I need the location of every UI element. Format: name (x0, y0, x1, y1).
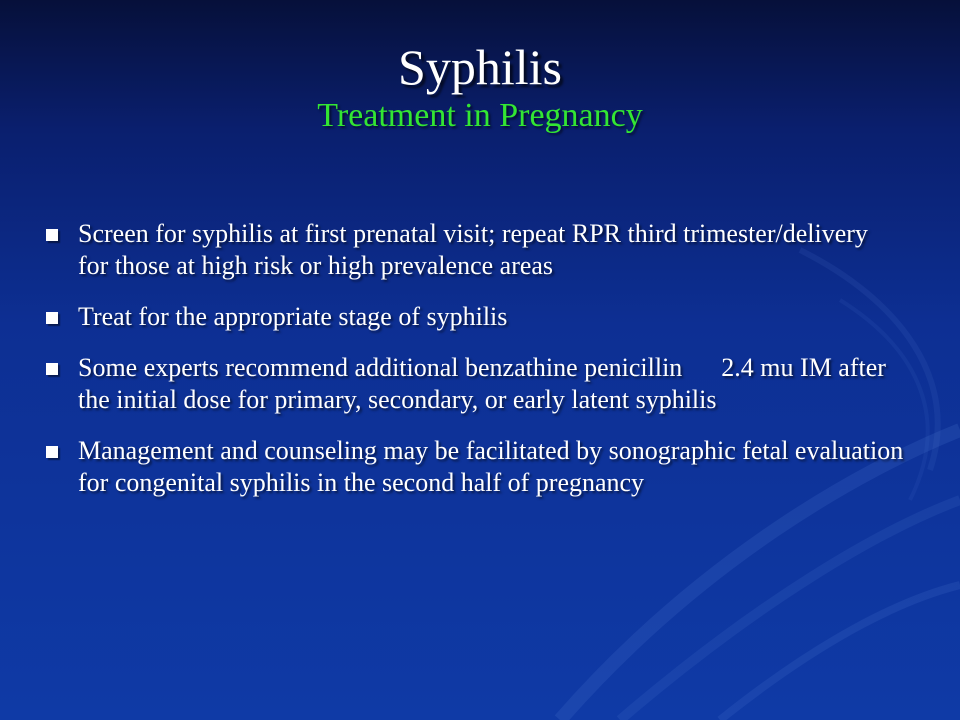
bullet-list (44, 218, 910, 518)
square-bullet-icon (46, 312, 58, 324)
bullet-item-additional-penicillin (44, 352, 904, 416)
bullet-item-sonographic-evaluation (44, 435, 910, 499)
square-bullet-icon (46, 446, 58, 458)
bullet-item-screening (44, 218, 904, 282)
bullet-item-treat-stage (44, 301, 904, 333)
bullet-text: Screen for syphilis at first prenatal visit; repeat RPR third trimester/delivery for those at high risk or high prevalence areas (78, 219, 875, 280)
slide-subtitle: Treatment in Pregnancy (317, 97, 643, 134)
square-bullet-icon (46, 229, 58, 241)
bullet-text: Management and counseling may be facilitated by sonographic fetal evaluation for congenital syphilis in the second half of pregnancy (78, 436, 910, 497)
slide-title: Syphilis (398, 39, 562, 95)
square-bullet-icon (46, 363, 58, 375)
bullet-text: Some experts recommend additional benzathine penicillin 2.4 mu IM after the initial dose for primary, secondary, or early latent syphilis (78, 353, 893, 414)
title-block (0, 38, 960, 136)
bullet-text: Treat for the appropriate stage of syphilis (78, 302, 508, 331)
